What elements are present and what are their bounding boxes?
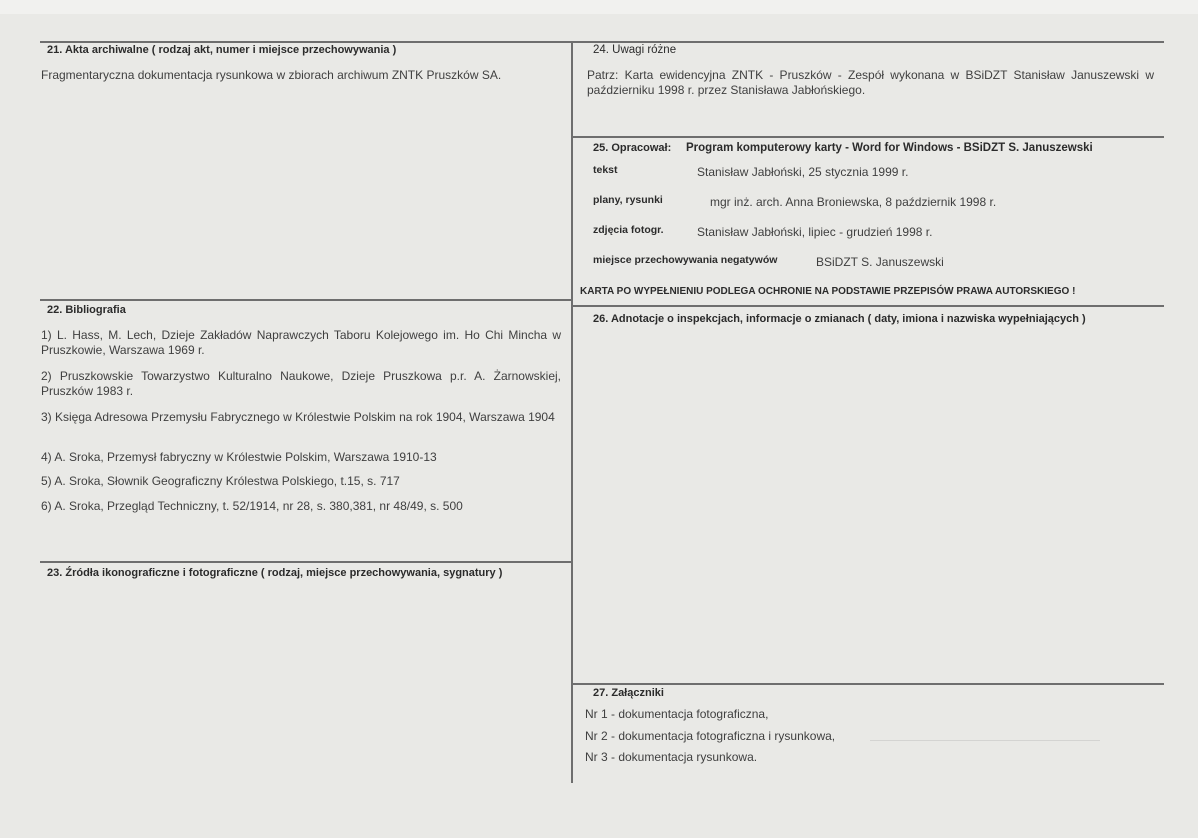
scan-top-edge	[0, 0, 1198, 14]
rule-27	[573, 683, 1164, 685]
section-27-heading: 27. Załączniki	[593, 687, 664, 699]
bibliography-item: 2) Pruszkowskie Towarzystwo Kulturalno Naukowe, Dzieje Pruszkowa p.r. A. Żarnowskiej, Pruszków 1983 r.	[41, 369, 561, 398]
author-row-value: Stanisław Jabłoński, lipiec - grudzień 1998 r.	[697, 225, 933, 239]
section-24-text: Patrz: Karta ewidencyjna ZNTK - Pruszków - Zespół wykonana w BSiDZT Stanisław Januszewski w październiku 1998 r. przez Stanisława Jabłońskiego.	[587, 68, 1154, 97]
attachment-item: Nr 1 - dokumentacja fotograficzna,	[585, 707, 769, 721]
copyright-notice: KARTA PO WYPEŁNIENIU PODLEGA OCHRONIE NA PODSTAWIE PRZEPISÓW PRAWA AUTORSKIEGO !	[580, 286, 1076, 297]
bibliography-item: 3) Księga Adresowa Przemysłu Fabrycznego w Królestwie Polskim na rok 1904, Warszawa 1904	[41, 410, 555, 424]
author-row-value: Stanisław Jabłoński, 25 stycznia 1999 r.	[697, 165, 909, 179]
top-rule	[40, 41, 1164, 43]
section-22-heading: 22. Bibliografia	[47, 304, 126, 316]
rule-26	[573, 305, 1164, 307]
bibliography-item: 6) A. Sroka, Przegląd Techniczny, t. 52/1914, nr 28, s. 380,381, nr 48/49, s. 500	[41, 499, 463, 513]
section-24-heading: 24. Uwagi różne	[593, 44, 677, 56]
section-25-heading-value: Program komputerowy karty - Word for Windows - BSiDZT S. Januszewski	[686, 142, 1093, 154]
column-divider	[571, 41, 573, 783]
author-row-label: plany, rysunki	[593, 194, 663, 206]
author-row-label: tekst	[593, 164, 618, 176]
attachment-item: Nr 3 - dokumentacja rysunkowa.	[585, 750, 758, 764]
rule-faint	[870, 740, 1100, 741]
author-row-value: mgr inż. arch. Anna Broniewska, 8 październik 1998 r.	[710, 195, 997, 209]
rule-22	[40, 299, 571, 301]
author-row-label: zdjęcia fotogr.	[593, 224, 664, 236]
bibliography-item: 4) A. Sroka, Przemysł fabryczny w Królestwie Polskim, Warszawa 1910-13	[41, 450, 437, 464]
section-25-heading-label: 25. Opracował:	[593, 142, 672, 154]
bibliography-item: 1) L. Hass, M. Lech, Dzieje Zakładów Naprawczych Taboru Kolejowego im. Ho Chi Mincha w Pruszkowie, Warszawa 1969 r.	[41, 328, 561, 357]
section-23-heading: 23. Źródła ikonograficzne i fotograficzne ( rodzaj, miejsce przechowywania, sygnatury )	[47, 567, 503, 579]
section-21-text: Fragmentaryczna dokumentacja rysunkowa w zbiorach archiwum ZNTK Pruszków SA.	[41, 68, 502, 82]
section-21-heading: 21. Akta archiwalne ( rodzaj akt, numer i miejsce przechowywania )	[47, 44, 397, 56]
rule-23	[40, 561, 571, 563]
rule-25	[573, 136, 1164, 138]
author-row-label: miejsce przechowywania negatywów	[593, 254, 778, 266]
author-row-value: BSiDZT S. Januszewski	[816, 255, 944, 269]
bibliography-item: 5) A. Sroka, Słownik Geograficzny Królestwa Polskiego, t.15, s. 717	[41, 474, 400, 488]
attachment-item: Nr 2 - dokumentacja fotograficzna i rysunkowa,	[585, 729, 836, 743]
section-26-heading: 26. Adnotacje o inspekcjach, informacje o zmianach ( daty, imiona i nazwiska wypełniających )	[593, 313, 1086, 325]
